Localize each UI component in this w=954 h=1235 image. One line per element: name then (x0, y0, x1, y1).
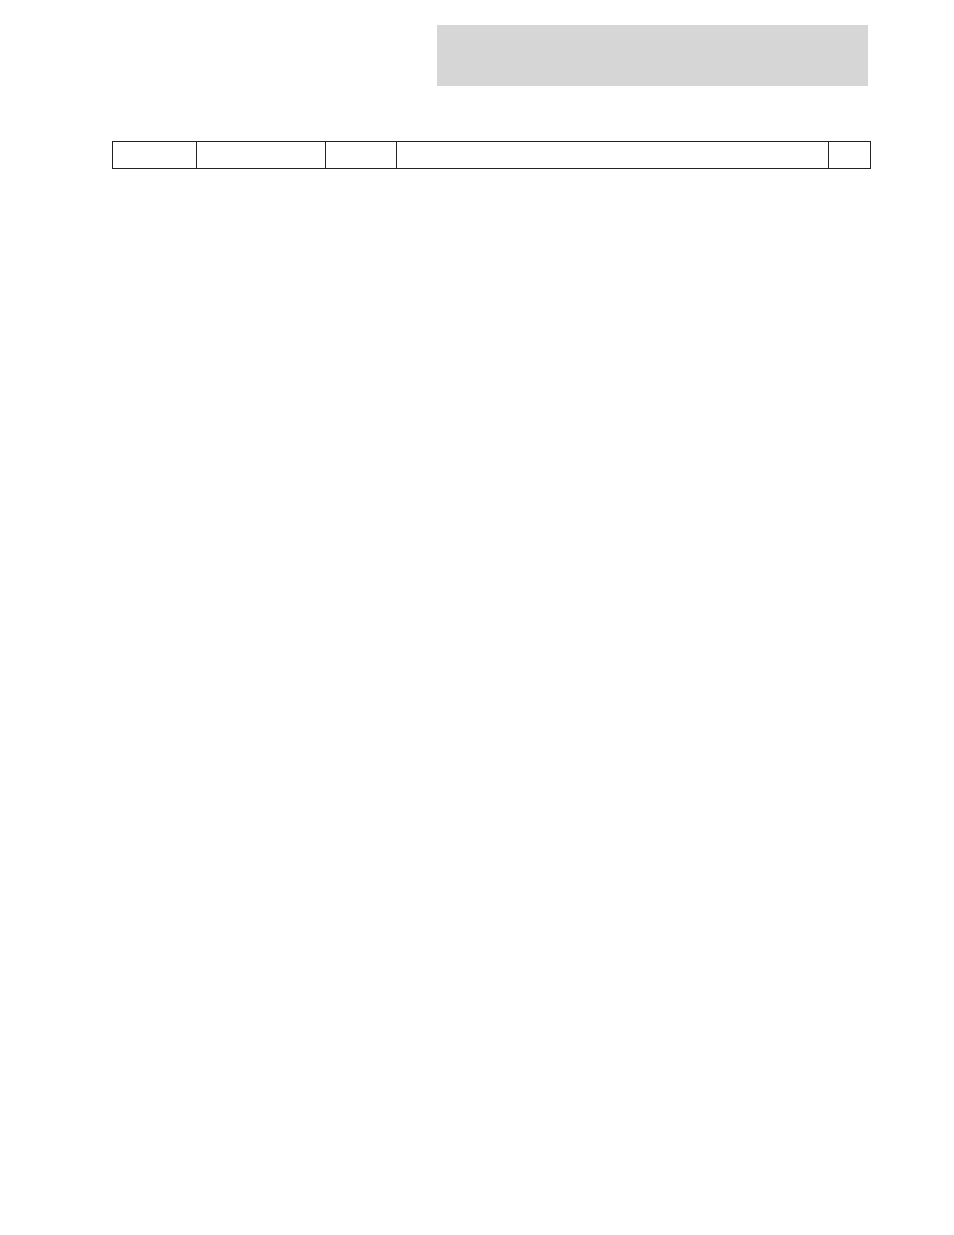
column-header-qty (326, 142, 397, 169)
parts-table (112, 141, 871, 169)
column-header-description (397, 142, 829, 169)
page-footer (112, 1179, 864, 1199)
table-header (113, 142, 871, 169)
column-header-rev (829, 142, 871, 169)
column-header-part-number (197, 142, 326, 169)
section-banner (437, 25, 868, 86)
column-header-item (113, 142, 197, 169)
